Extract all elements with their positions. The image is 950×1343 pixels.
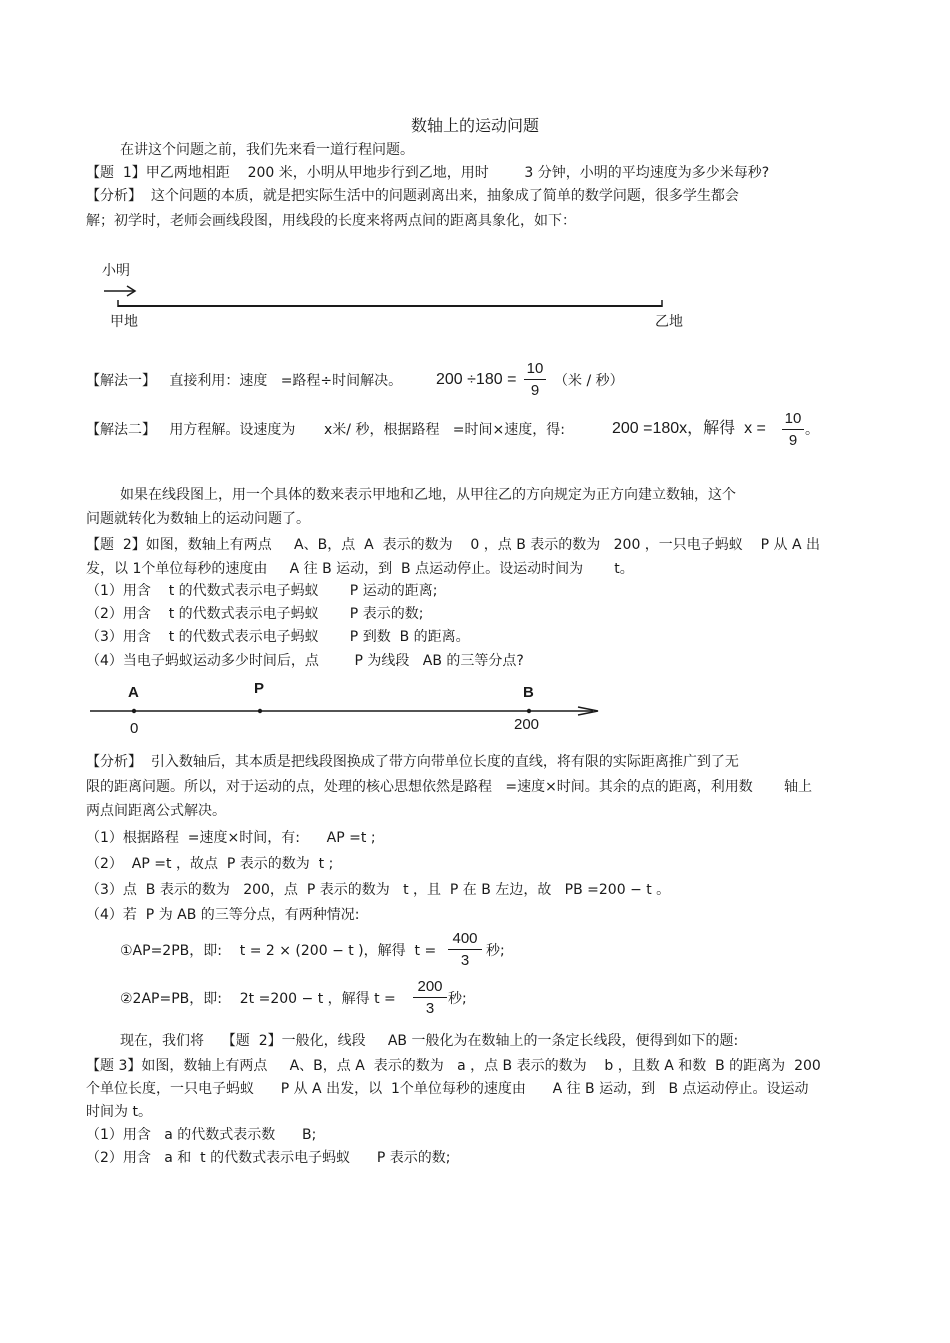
tick-label-zero: 0: [130, 720, 139, 737]
transition-line1: 如果在线段图上，用一个具体的数来表示甲地和乙地，从甲往乙的方向规定为正方向建立数轴，这个: [120, 487, 736, 503]
q2-item-1: （1）用含 t 的代数式表示电子蚂蚁 P 运动的距离;: [86, 583, 438, 599]
case1-text: ①AP=2PB，即: t = 2 × (200 − t )，解得 t =: [120, 943, 437, 959]
end-label: 乙地: [655, 313, 683, 329]
segment-diagram: [90, 258, 710, 338]
point-a-dot: [132, 709, 136, 713]
q3-statement-line1: 【题 3】如图，数轴上有两点 A、B，点 A 表示的数为 a ，点 B 表示的数为 b ，且数 A 和数 B 的距离为 200: [86, 1058, 821, 1074]
analysis2-step1: （1）根据路程 =速度×时间，有: AP =t ;: [86, 830, 376, 846]
sol1-unit: （米 / 秒）: [554, 373, 624, 389]
analysis2-line2: 限的距离问题。所以，对于运动的点，处理的核心思想依然是路程 =速度×时间。其余的点的距离，利用数 轴上: [86, 779, 812, 795]
transition3: 现在，我们将 【题 2】一般化，线段 AB 一般化为在数轴上的一条定长线段，便得到如下的题:: [120, 1033, 739, 1049]
point-p-dot: [258, 709, 262, 713]
analysis2-line1: 【分析】 引入数轴后，其本质是把线段图换成了带方向带单位长度的直线，将有限的实际距离推广到了无: [86, 754, 739, 770]
case2-fraction: [413, 978, 447, 1018]
q2-statement-line2: 发，以 1个单位每秒的速度由 A 往 B 运动，到 B 点运动停止。设运动时间为 t。: [86, 561, 634, 577]
case2-denominator: 3: [425, 1000, 435, 1017]
q2-item-3: （3）用含 t 的代数式表示电子蚂蚁 P 到数 B 的距离。: [86, 629, 470, 645]
case1-denominator: 3: [460, 952, 470, 969]
point-p-label: P: [254, 680, 265, 697]
sol2-label: 【解法二】 用方程解。设速度为: [86, 422, 296, 438]
case1-fraction: [448, 930, 482, 970]
analysis2-line3: 两点间距离公式解决。: [86, 803, 226, 819]
case2-unit: 秒;: [448, 991, 467, 1007]
q3-statement-line2: 个单位长度，一只电子蚂蚁 P 从 A 出发，以 1个单位每秒的速度由 A 往 B 运动，到 B 点运动停止。设运动: [86, 1081, 809, 1097]
sol2-equation: 200 =180x，解得 x =: [612, 420, 766, 437]
q2-item-4: （4）当电子蚂蚁运动多少时间后，点 P 为线段 AB 的三等分点?: [86, 653, 524, 669]
sol1-label: 【解法一】 直接利用：速度 =路程÷时间解决。: [86, 373, 403, 389]
point-b-label: B: [523, 684, 534, 701]
q3-item-1: （1）用含 a 的代数式表示数 B;: [86, 1127, 317, 1143]
sol2-numerator: 10: [782, 410, 804, 430]
sol1-numerator: 10: [524, 360, 546, 380]
sol2-fraction: [782, 410, 804, 450]
transition-line2: 问题就转化为数轴上的运动问题了。: [86, 511, 310, 527]
intro-text: 在讲这个问题之前，我们先来看一道行程问题。: [120, 142, 414, 158]
start-label: 甲地: [110, 313, 138, 329]
case2-numerator: 200: [413, 978, 447, 998]
q3-statement-line3: 时间为 t。: [86, 1104, 152, 1120]
q2-statement-line1: 【题 2】如图，数轴上有两点 A、B，点 A 表示的数为 0 ，点 B 表示的数为 200 ，一只电子蚂蚁 P 从 A 出: [86, 537, 820, 553]
point-b-dot: [527, 709, 531, 713]
sol1-fraction: [524, 360, 546, 400]
case1-numerator: 400: [448, 930, 482, 950]
person-label: 小明: [102, 262, 130, 278]
q1-analysis-line2: 解；初学时，老师会画线段图，用线段的长度来将两点间的距离具象化，如下：: [86, 213, 576, 229]
page-title: 数轴上的运动问题: [410, 116, 539, 135]
number-line-diagram: [88, 676, 608, 738]
sol2-end: 。: [805, 422, 819, 438]
analysis2-step2: （2） AP =t ，故点 P 表示的数为 t ;: [86, 856, 334, 872]
point-a-label: A: [128, 684, 139, 701]
analysis2-step3: （3）点 B 表示的数为 200，点 P 表示的数为 t ，且 P 在 B 左边，故 PB =200 − t 。: [86, 882, 671, 898]
case1-unit: 秒;: [486, 943, 505, 959]
q1-statement: 【题 1】甲乙两地相距 200 米，小明从甲地步行到乙地，用时 3 分钟，小明的平均速度为多少米每秒?: [86, 165, 770, 181]
case2-text: ②2AP=PB，即: 2t =200 − t ，解得 t =: [120, 991, 396, 1007]
q3-item-2: （2）用含 a 和 t 的代数式表示电子蚂蚁 P 表示的数;: [86, 1150, 451, 1166]
sol1-denominator: 9: [530, 382, 540, 399]
sol2-variable: x米/ 秒，根据路程 =时间×速度，得:: [324, 422, 565, 438]
sol2-denominator: 9: [788, 432, 798, 449]
q1-analysis-line1: 【分析】 这个问题的本质，就是把实际生活中的问题剥离出来，抽象成了简单的数学问题，很多学生都会: [86, 188, 739, 204]
sol1-expression: 200 ÷180 =: [436, 371, 517, 388]
tick-label-200: 200: [514, 716, 540, 733]
q2-item-2: （2）用含 t 的代数式表示电子蚂蚁 P 表示的数;: [86, 606, 424, 622]
analysis2-step4: （4）若 P 为 AB 的三等分点，有两种情况:: [86, 907, 360, 923]
